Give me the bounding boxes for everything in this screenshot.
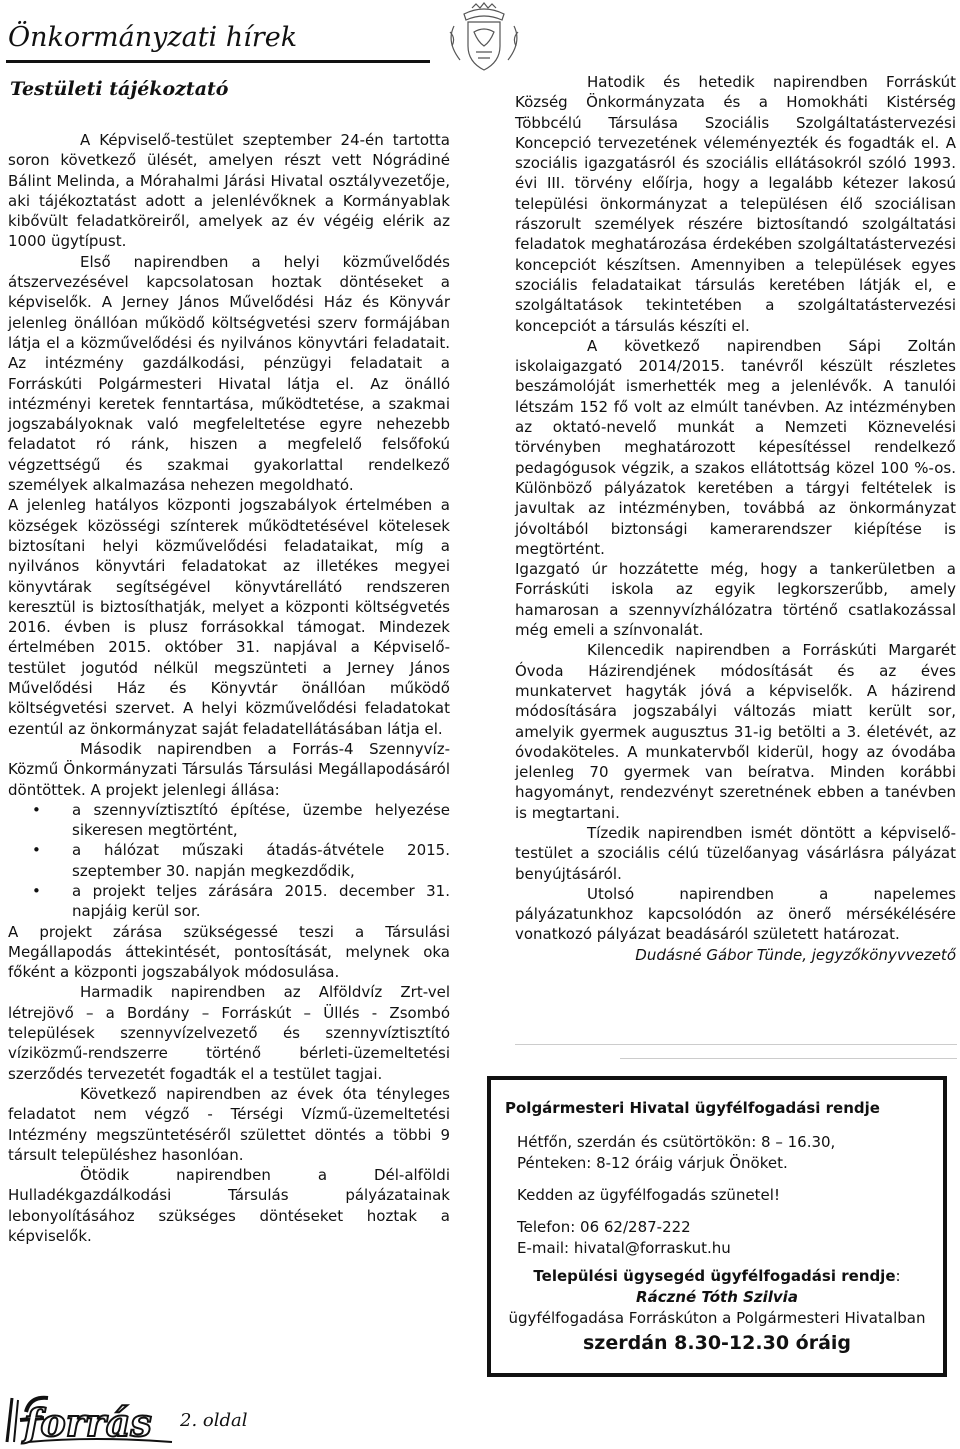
social-assistant-name: Ráczné Tóth Szilvia (636, 1288, 798, 1306)
list-item: • a hálózat műszaki átadás-átvétele 2015. szeptember 30. napján megkezdődik, (72, 840, 450, 881)
office-hours-title: Polgármesteri Hivatal ügyfélfogadási rendje (505, 1099, 880, 1117)
divider (515, 1044, 957, 1045)
hours-line: Hétfőn, szerdán és csütörtökön: 8 – 16.30, (517, 1133, 836, 1151)
page-header-title: Önkormányzati hírek (8, 22, 298, 53)
paragraph: Második napirendben a Forrás-4 Szennyvíz-Közmű Önkormányzati Társulás Társulási Megállapodásáról döntöttek. A projekt jelenlegi állása: (8, 739, 450, 799)
paragraph: Igazgató úr hozzátette még, hogy a tankerületben a Forráskúti iskola az egyik legkorszerűbb, amely hamarosan a szennyvízhálózatra történő csatlakozással még emeli a színvonalát. (515, 560, 956, 640)
divider (620, 1058, 957, 1059)
paragraph: A Képviselő-testület szeptember 24-én tartotta soron következő ülését, amelyen részt vett Nógrádiné Bálint Melinda, a Mórahalmi Járási Hivatal osztályvezetője, aki tájékoztatást adott a jelenlévőknek a Kormányablak kibővült feladatköreiről, amelyek az év végéig elérik az 1000 ügytípust. (8, 131, 450, 251)
paragraph: Első napirendben a helyi közművelődés átszervezésével kapcsolatosan hoztak döntéseket a képviselők. A Jerney János Művelődési Ház és Könyvár jelenleg önállóan működő költségvetési szerv formájában látja el a közművelődési és nyilvános könyvtári feladatait. Az intézmény gazdálkodási, pénzügyi feladatait a Forráskúti Polgármesteri Hivatal látja el. Az önálló intézményi keretek fenntartása, működtetése, a szakmai jogszabályoknak való megfeleltetése egyre nehezebb feladatot ró ránk, hiszen a megfelelő felsőfokú végzettségű és szakmai gyakorlattal rendelkező személyek alkalmazása nehezen megoldható. (8, 252, 450, 495)
signature: Dudásné Gábor Tünde, jegyzőkönyvvezető (635, 945, 956, 964)
paragraph: Következő napirendben az évek óta tényleges feladatot nem végző - Térségi Vízmű-üzemeltetési Intézmény megszüntetéséről születtet döntés a többi 9 társult településhez hasonlóan. (8, 1084, 450, 1164)
left-column (8, 130, 450, 1246)
social-assistant-info (491, 1266, 943, 1354)
paragraph: A projekt zárása szükségessé teszi a Társulási Megállapodás áttekintését, pontosítását, melynek oka főként a központi jogszabályok módosulása. (8, 922, 450, 982)
office-hours-box (487, 1076, 947, 1377)
paragraph: Hatodik és hetedik napirendben Forráskút Község Önkormányzata és a Homokháti Kistérség Többcélú Társulása Szociális Szolgáltatástervezési Koncepció tervezetének véleményezték és fogadták el. A szociális igazgatásról és szociális ellátásokról szóló 1993. évi III. törvény előírja, hogy a legalább kétezer lakosú települési önkormányzat a településen élő szociálisan rászorult személyek részére biztosítandó szolgáltatási feladatok meghatározása érdekében szolgáltatástervezési koncepciót készítsen. Amennyiben a települések egyes szociális feladataikat társulás keretében látják el, e szolgáltatások tekintetében a szolgáltatástervezési koncepciót a társulás készíti el. (515, 73, 956, 335)
page-number: 2. oldal (180, 1410, 248, 1431)
office-hours-details (517, 1132, 917, 1259)
social-assistant-place: ügyfélfogadása Forráskúton a Polgármesteri Hivatalban (508, 1309, 926, 1327)
right-column (515, 72, 956, 965)
paragraph: Kilencedik napirendben a Forráskúti Margarét Óvoda Házirendjének módosítását és az éves munkatervet hagyták jóvá a képviselők. A házirend módosítására jogszabályi változás miatt került sor, amelyik gyermek augusztus 31-ig betölti a 3. életévét, az óvodaköteles. A munkatervből kiderül, hogy az óvodába jelenleg 70 gyermek van beíratva. Minden korábbi hagyományt, rendezvényt szeretnének ebben a tanévben is megtartani. (515, 641, 956, 822)
paragraph: Ötödik napirendben a Dél-alföldi Hulladékgazdálkodási Társulás pályázatainak lebonyolításához szükséges döntéseket hoztak a képviselők. (8, 1166, 450, 1246)
section-title: Testületi tájékoztató (10, 78, 229, 100)
title-colon: : (895, 1267, 901, 1285)
social-assistant-time: szerdán 8.30-12.30 óráig (582, 1332, 852, 1354)
hours-line: Pénteken: 8-12 óráig várjuk Önöket. (517, 1154, 788, 1172)
closed-notice: Kedden az ügyfélfogadás szünetel! (517, 1186, 780, 1204)
coat-of-arms-icon (434, 2, 534, 74)
social-assistant-title: Települési ügysegéd ügyfélfogadási rendje (533, 1267, 896, 1285)
paragraph: A jelenleg hatályos központi jogszabályok értelmében a községek közösségi színterek működtetésével kötelesek biztosítani helyi közművelődési feladataikat, míg a nyilvános könyvtári feladatokat az illetékes megyei könyvtárak segítségével könyvtárellátó rendszeren keresztül is biztosíthatják, melyet a központi költségvetés 2016. évben is plusz forrásokkal támogat. Mindezek értelmében 2015. október 31. napjával a Képviselő-testület jogutód nélkül megszünteti a Jerney János Művelődési Ház és Könyvtár önállóan működő költségvetési szervet. A helyi közművelődési feladatokat ezentúl az önkormányzat saját feladatellátásában látja el. (8, 496, 450, 738)
forras-logo-icon (4, 1392, 176, 1446)
paragraph: Harmadik napirendben az Alföldvíz Zrt-vel létrejövő – a Bordány – Forráskút – Üllés - Zsombó települések szennyvízelvezető és szennyvíztisztító víziközmű-rendszerre történő bérleti-üzemeltetési szerződés tervezetét fogadták el a testület tagjai. (8, 983, 450, 1083)
paragraph: Tízedik napirendben ismét döntött a képviselő-testület a szociális célú tüzelőanyag vásárlásra pályázat benyújtásáról. (515, 823, 956, 883)
list-item: • a szennyvíztisztító építése, üzembe helyezése sikeresen megtörtént, (72, 800, 450, 841)
list-item: • a projekt teljes zárására 2015. december 31. napjáig kerül sor. (72, 881, 450, 922)
logo-wordmark: forrás (24, 1400, 152, 1445)
email-address: E-mail: hivatal@forraskut.hu (517, 1239, 731, 1257)
phone-number: Telefon: 06 62/287-222 (517, 1218, 691, 1236)
project-status-list (8, 800, 450, 922)
header-divider (6, 60, 430, 63)
paragraph: Utolsó napirendben a napelemes pályázatunkhoz kapcsolódón az önerő mérsékélésére vonatkozó pályázat beadásáról született határozat. (515, 884, 956, 944)
paragraph: A következő napirendben Sápi Zoltán iskolaigazgató 2014/2015. tanévről készült részletes beszámolóját ismerhették meg a jelenlévők. A tanulói létszám 152 fő volt az elmúlt tanévben. Az intézményben az oktató-nevelő munkát a Nemzeti Köznevelési törvényben meghatározott képesítéssel rendelkező pedagógusok végzik, a szakos ellátottság közel 100 %-os. Különböző pályázatok keretében a tárgyi feltételek is javultak az intézményben, továbbá az önkormányzat jóvoltából biztonsági kamerarendszer kiépítése is megtörtént. (515, 336, 956, 558)
